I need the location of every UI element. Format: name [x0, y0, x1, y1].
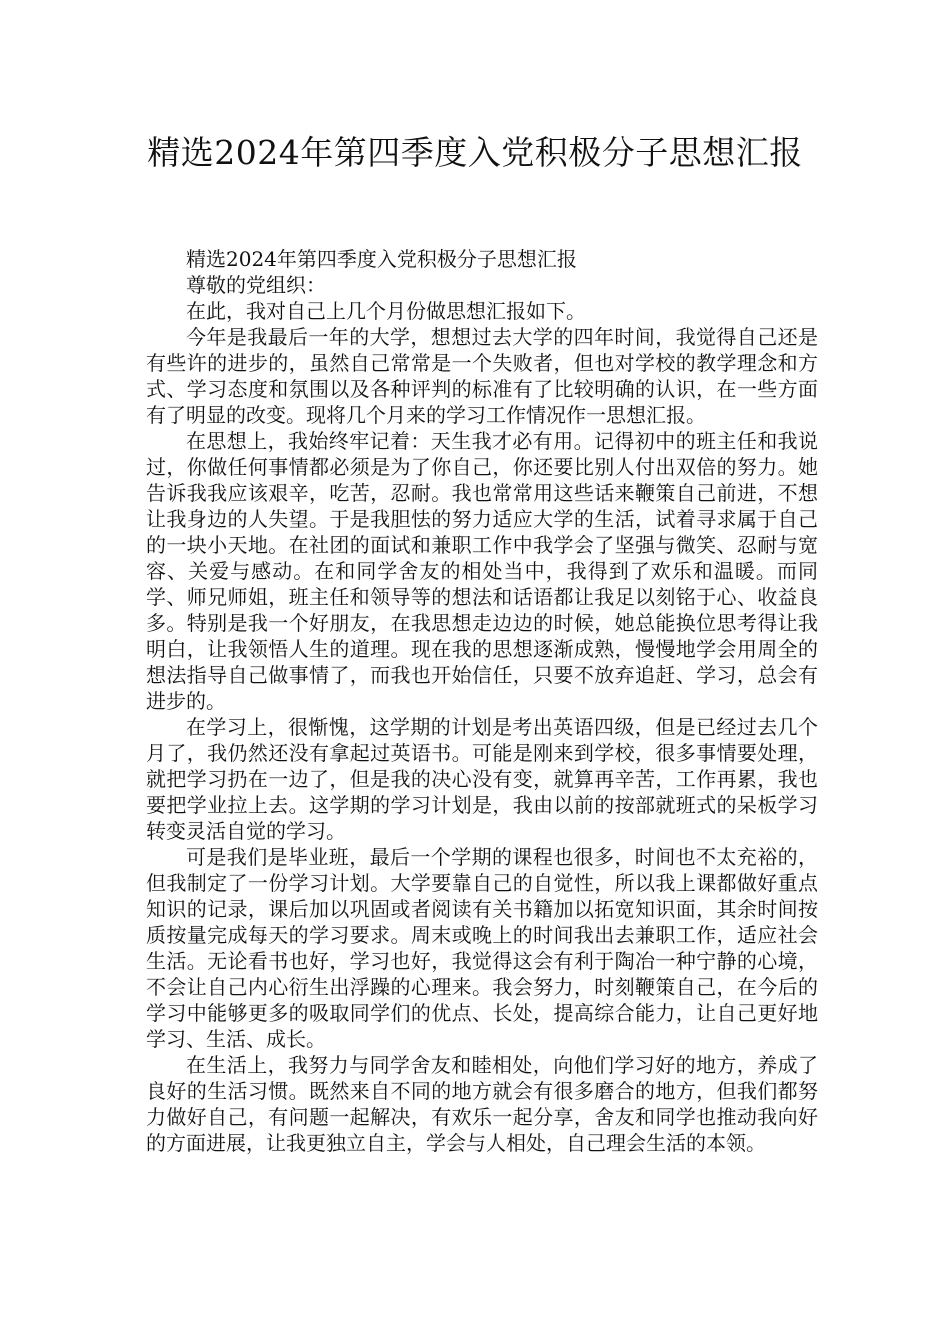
document-title: 精选2024年第四季度入党积极分子思想汇报	[147, 133, 803, 172]
paragraph-study-plan: 可是我们是毕业班，最后一个学期的课程也很多，时间也不太充裕的，但我制定了一份学习计划。大学要靠自己的自觉性，所以我上课都做好重点知识的记录，课后加以巩固或者阅读有关书籍加以拓宽知识面，其余时间按质按量完成每天的学习要求。周末或晚上的时间我出去兼职工作，适应社会生活。无论看书也好，学习也好，我觉得这会有利于陶冶一种宁静的心境，不会让自己内心衍生出浮躁的心理来。我会努力，时刻鞭策自己，在今后的学习中能够更多的吸取同学们的优点、长处，提高综合能力，让自己更好地学习、生活、成长。	[146, 845, 818, 1051]
paragraph-study: 在学习上，很惭愧，这学期的计划是考出英语四级，但是已经过去几个月了，我仍然还没有拿起过英语书。可能是刚来到学校，很多事情要处理，就把学习扔在一边了，但是我的决心没有变，就算再辛苦，工作再累，我也要把学业拉上去。这学期的学习计划是，我由以前的按部就班式的呆板学习转变灵活自觉的学习。	[146, 715, 818, 843]
paragraph-thought: 在思想上，我始终牢记着：天生我才必有用。记得初中的班主任和我说过，你做任何事情都必须是为了你自己，你还要比别人付出双倍的努力。她告诉我我应该艰辛，吃苦，忍耐。我也常常用这些话来鞭策自己前进，不想让我身边的人失望。于是我胆怯的努力适应大学的生活，试着寻求属于自己的一块小天地。在社团的面试和兼职工作中我学会了坚强与微笑、忍耐与宽容、关爱与感动。在和同学舍友的相处当中，我得到了欢乐和温暖。而同学、师兄师姐，班主任和领导等的想法和话语都让我足以刻铭于心、收益良多。特别是我一个好朋友，在我思想走边边的时候，她总能换位思考得让我明白，让我领悟人生的道理。现在我的思想逐渐成熟，慢慢地学会用周全的想法指导自己做事情了，而我也开始信任，只要不放弃追赶、学习，总会有进步的。	[146, 429, 818, 713]
paragraph-intro: 在此，我对自己上几个月份做思想汇报如下。	[186, 299, 586, 323]
paragraph-overview: 今年是我最后一年的大学，想想过去大学的四年时间，我觉得自己还是有些许的进步的，虽然自己常常是一个失败者，但也对学校的教学理念和方式、学习态度和氛围以及各种评判的标准有了比较明确的认识，在一些方面有了明显的改变。现将几个月来的学习工作情况作一思想汇报。	[146, 325, 818, 427]
paragraph-life: 在生活上，我努力与同学舍友和睦相处，向他们学习好的地方，养成了良好的生活习惯。既然来自不同的地方就会有很多磨合的地方，但我们都努力做好自己，有问题一起解决，有欢乐一起分享，舍友和同学也推动我向好的方面进展，让我更独立自主，学会与人相处，自己理会生活的本领。	[146, 1053, 818, 1155]
paragraph-salutation: 尊敬的党组织：	[186, 273, 326, 297]
paragraph-heading-repeat: 精选2024年第四季度入党积极分子思想汇报	[186, 247, 577, 271]
document-body	[146, 246, 818, 1156]
